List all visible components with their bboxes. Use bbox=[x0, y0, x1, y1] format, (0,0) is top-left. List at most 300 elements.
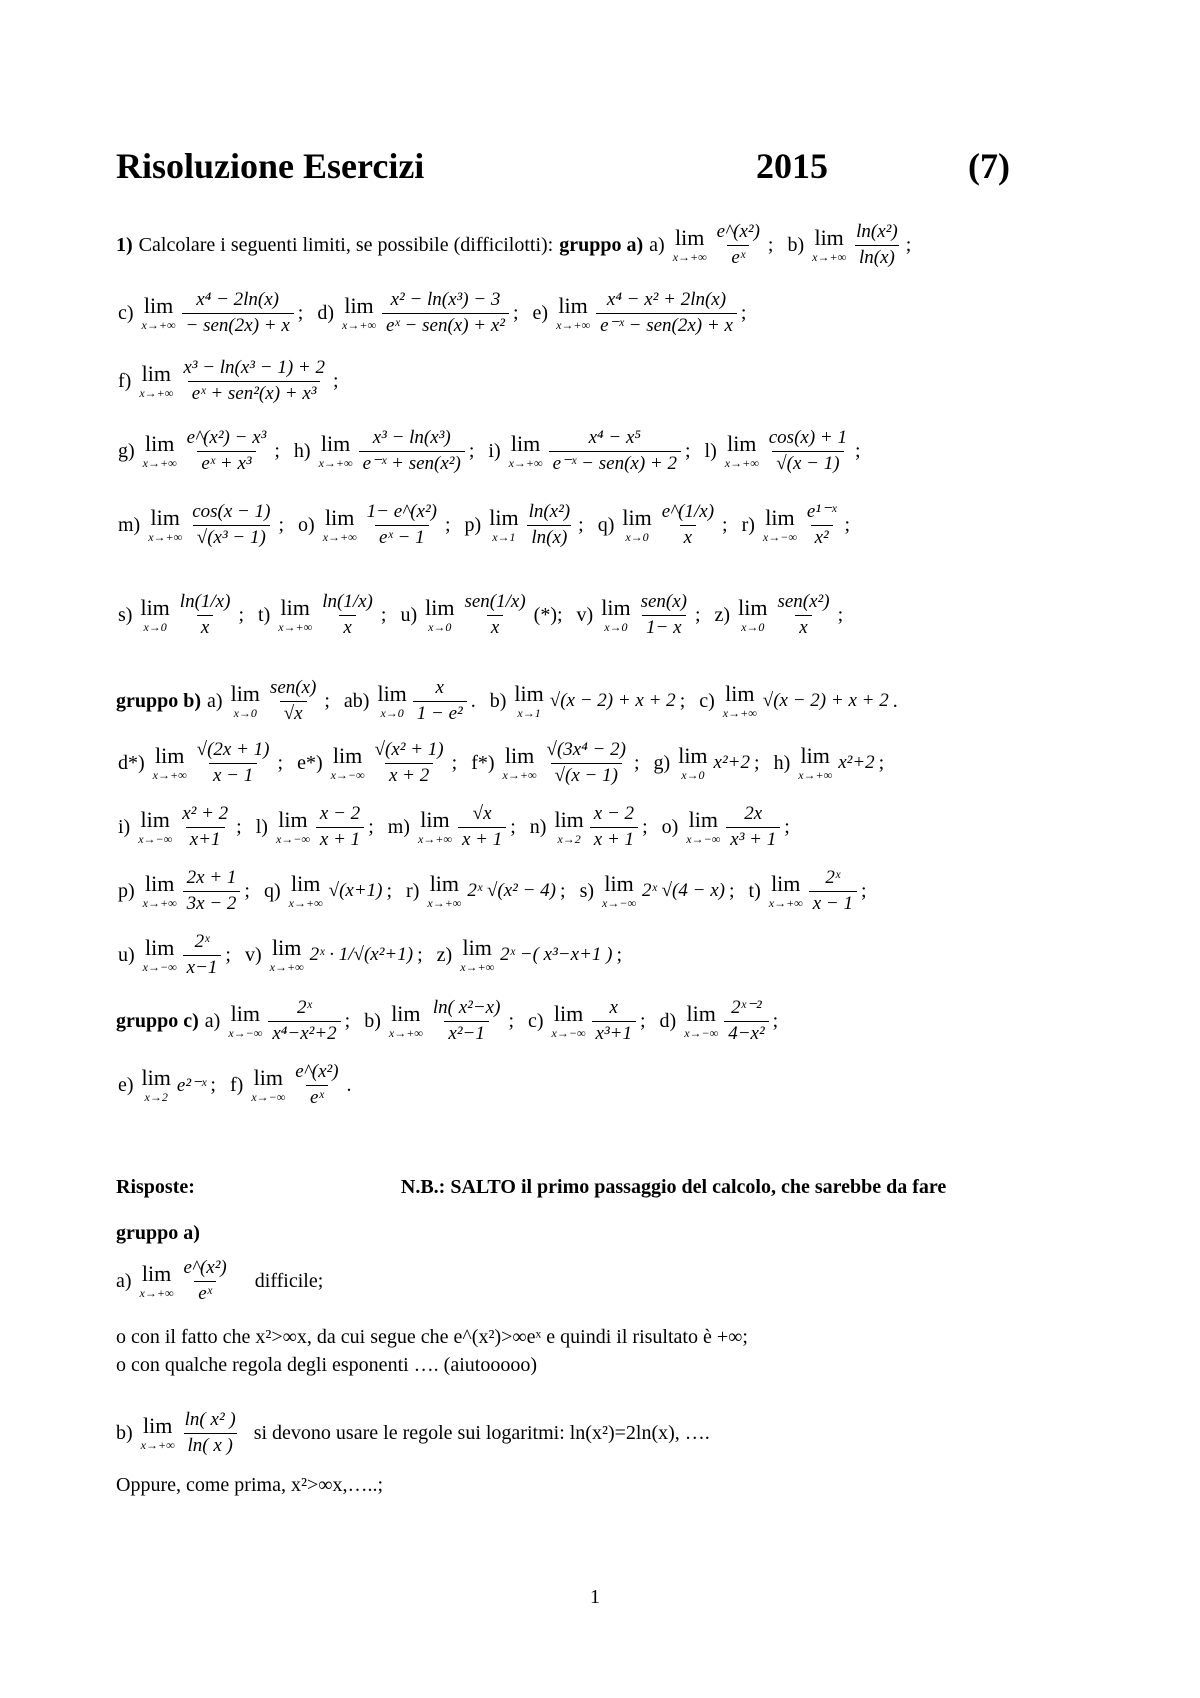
denominator: x + 1 bbox=[458, 827, 506, 851]
separator: ; bbox=[844, 513, 850, 536]
limit-subscript: x→−∞ bbox=[602, 896, 637, 911]
exercise-row bbox=[116, 998, 786, 1045]
limit-operator bbox=[377, 683, 406, 719]
denominator: x bbox=[680, 525, 696, 549]
limit-subscript: x→+∞ bbox=[812, 250, 847, 265]
separator: (*); bbox=[533, 603, 563, 626]
limit-subscript: x→0 bbox=[233, 706, 257, 721]
separator: ; bbox=[767, 233, 774, 256]
exercise-label: f*) bbox=[471, 751, 495, 774]
exercise-label: d) bbox=[659, 1009, 677, 1032]
limit-operator bbox=[812, 227, 846, 263]
header-year: 2015 bbox=[756, 146, 828, 186]
expression: √(x+1) bbox=[328, 880, 383, 902]
limit-subscript: x→+∞ bbox=[141, 318, 176, 333]
limit-subscript: x→+∞ bbox=[417, 832, 452, 847]
expression: x²+2 bbox=[838, 752, 875, 774]
denominator: 1− x bbox=[642, 615, 686, 639]
limit-subscript: x→0 bbox=[380, 706, 404, 721]
limit-word: lim bbox=[800, 743, 830, 769]
limit-subscript: x→+∞ bbox=[724, 456, 759, 471]
exercise-item bbox=[526, 804, 654, 851]
exercise-item bbox=[260, 873, 398, 909]
denominator: √(x − 1) bbox=[772, 451, 843, 475]
denominator: x bbox=[339, 615, 355, 639]
limit-word: lim bbox=[558, 293, 588, 319]
limit-operator bbox=[602, 873, 636, 909]
limit-subscript: x→+∞ bbox=[148, 530, 183, 545]
fraction bbox=[458, 804, 506, 851]
limit-word: lim bbox=[462, 935, 492, 961]
numerator: sen(x) bbox=[640, 591, 687, 612]
answer-b-text: si devono usare le regole sui logaritmi: ln(x²)=2ln(x), …. bbox=[253, 1421, 710, 1444]
limit-subscript: x→−∞ bbox=[686, 832, 721, 847]
limit-subscript: x→0 bbox=[143, 620, 167, 635]
exercise-item bbox=[433, 937, 628, 973]
limit-subscript: x→1 bbox=[517, 706, 541, 721]
exercise-label: u) bbox=[118, 943, 135, 966]
separator: ; bbox=[297, 301, 304, 324]
exercise-label: q) bbox=[263, 879, 281, 902]
answers-heading-row bbox=[116, 1176, 946, 1199]
limit-operator bbox=[331, 745, 365, 781]
exercise-label: r) bbox=[741, 513, 755, 536]
exercise-label: c) bbox=[528, 1009, 544, 1032]
exercise-label: m) bbox=[118, 513, 141, 536]
limit-subscript: x→+∞ bbox=[288, 896, 323, 911]
fraction bbox=[809, 868, 857, 915]
fraction bbox=[318, 592, 377, 639]
limit-operator bbox=[601, 597, 630, 633]
group-a-label: gruppo a) bbox=[559, 233, 644, 256]
limit-operator bbox=[389, 1003, 423, 1039]
exercise-label: c) bbox=[699, 689, 715, 712]
numerator: √(x² + 1) bbox=[374, 739, 444, 760]
exercise-item bbox=[484, 428, 696, 475]
separator: ; bbox=[508, 1009, 514, 1032]
exercise-item bbox=[467, 740, 645, 787]
exercise-item bbox=[118, 868, 256, 915]
exercise-item bbox=[118, 1067, 222, 1103]
exercise-item bbox=[573, 592, 707, 639]
denominator: √(x³ − 1) bbox=[193, 525, 270, 549]
fraction bbox=[193, 740, 274, 787]
denominator: 4−x² bbox=[724, 1021, 768, 1045]
limit-subscript: x→+∞ bbox=[342, 318, 376, 333]
answer-line-3: Oppure, come prima, x²>∞x,…..; bbox=[116, 1474, 384, 1496]
limit-word: lim bbox=[332, 743, 363, 769]
exercise-label: o) bbox=[661, 815, 679, 838]
separator: ; bbox=[368, 815, 374, 838]
separator: ; bbox=[380, 603, 387, 626]
exercise-row bbox=[116, 592, 851, 639]
numerator: x⁴ − 2ln(x) bbox=[196, 289, 280, 310]
limit-subscript: x→2 bbox=[557, 832, 581, 847]
fraction bbox=[268, 998, 340, 1045]
exercise-item bbox=[294, 502, 457, 549]
numerator: √(3x⁴ − 2) bbox=[546, 739, 626, 760]
separator: ; bbox=[274, 439, 280, 462]
fraction bbox=[658, 502, 718, 549]
limit-subscript: x→0 bbox=[625, 530, 649, 545]
limit-word: lim bbox=[230, 1001, 260, 1027]
separator: ; bbox=[784, 815, 790, 838]
exercise-row bbox=[116, 290, 754, 337]
numerator: ln(x²) bbox=[528, 501, 571, 522]
limit-subscript: x→−∞ bbox=[684, 1026, 719, 1041]
separator: ; bbox=[277, 751, 284, 774]
limit-subscript: x→+∞ bbox=[152, 768, 187, 783]
limit-operator bbox=[556, 295, 590, 331]
numerator: e^(1/x) bbox=[661, 501, 715, 522]
separator: ; bbox=[417, 943, 423, 966]
limit-operator bbox=[143, 873, 177, 909]
numerator: x³ − ln(x³) bbox=[372, 427, 451, 448]
exercise-row bbox=[116, 428, 869, 475]
separator: ; bbox=[236, 815, 242, 838]
limit-word: lim bbox=[489, 505, 519, 531]
exercise-item bbox=[118, 740, 289, 787]
numerator: ln(1/x) bbox=[322, 591, 373, 612]
limit-word: lim bbox=[144, 871, 175, 897]
exercise-label: a) bbox=[649, 233, 665, 256]
separator: ; bbox=[694, 603, 701, 626]
denominator: x² bbox=[811, 525, 833, 549]
exercise-item bbox=[695, 683, 903, 719]
exercise-item bbox=[770, 745, 891, 781]
fraction bbox=[316, 804, 364, 851]
separator: ; bbox=[510, 815, 516, 838]
exercise-row bbox=[116, 868, 875, 915]
limit-subscript: x→−∞ bbox=[228, 1026, 263, 1041]
separator: . bbox=[346, 1073, 352, 1096]
numerator: x − 2 bbox=[319, 803, 361, 824]
limit-word: lim bbox=[144, 431, 175, 457]
denominator: x + 1 bbox=[590, 827, 638, 851]
limit-word: lim bbox=[320, 431, 351, 457]
exercise-item bbox=[656, 998, 785, 1045]
denominator: e⁻ˣ + sen(x²) bbox=[359, 451, 465, 475]
exercise-row bbox=[116, 740, 892, 787]
limit-subscript: x→+∞ bbox=[508, 456, 543, 471]
limit-word: lim bbox=[554, 807, 584, 833]
limit-operator bbox=[143, 937, 177, 973]
exercise-item bbox=[313, 290, 524, 337]
fraction bbox=[773, 592, 833, 639]
limit-word: lim bbox=[738, 595, 768, 621]
denominator: √x bbox=[280, 701, 307, 725]
limit-word: lim bbox=[765, 505, 795, 531]
limit-subscript: x→0 bbox=[741, 620, 765, 635]
limit-operator bbox=[738, 597, 767, 633]
numerator: x − 2 bbox=[593, 803, 635, 824]
exercise-item bbox=[290, 428, 480, 475]
exercise-label: b) bbox=[364, 1009, 381, 1032]
numerator: cos(x − 1) bbox=[192, 501, 271, 522]
exercise-item bbox=[461, 502, 590, 549]
fraction bbox=[382, 290, 509, 337]
numerator: sen(x²) bbox=[777, 591, 830, 612]
fraction bbox=[852, 222, 902, 269]
numerator: x² − ln(x³) − 3 bbox=[390, 289, 501, 310]
exercise-label: p) bbox=[118, 879, 135, 902]
limit-operator bbox=[686, 809, 720, 845]
limit-subscript: x→−∞ bbox=[762, 530, 797, 545]
denominator: e⁻ˣ − sen(x) + 2 bbox=[549, 451, 681, 475]
separator: ; bbox=[210, 1073, 216, 1096]
exercise-label: v) bbox=[576, 603, 594, 626]
exercise-label: l) bbox=[255, 815, 268, 838]
exercise-item bbox=[293, 740, 463, 787]
numerator: 2ˣ⁻² bbox=[731, 997, 762, 1018]
exercise-label: b) bbox=[489, 689, 507, 712]
denominator: eˣ bbox=[727, 245, 749, 269]
denominator: x²−1 bbox=[444, 1021, 488, 1045]
exercise-item bbox=[396, 592, 568, 639]
limit-subscript: x→−∞ bbox=[551, 1026, 586, 1041]
exercise-item bbox=[340, 678, 482, 725]
limit-word: lim bbox=[290, 871, 321, 897]
limit-word: lim bbox=[230, 681, 260, 707]
numerator: x² + 2 bbox=[182, 803, 229, 824]
denominator: ln(x) bbox=[855, 245, 899, 269]
limit-operator bbox=[276, 809, 310, 845]
limit-operator bbox=[251, 1067, 285, 1103]
limit-operator bbox=[140, 597, 169, 633]
fraction bbox=[549, 428, 681, 475]
separator: ; bbox=[344, 1009, 351, 1032]
fraction bbox=[765, 428, 851, 475]
denominator: eˣ + sen²(x) + x³ bbox=[188, 381, 321, 405]
exercise-label: a) bbox=[204, 1009, 221, 1032]
separator: ; bbox=[855, 439, 861, 462]
numerator: 2ˣ bbox=[297, 997, 312, 1018]
limit-word: lim bbox=[141, 1065, 171, 1091]
separator: ; bbox=[878, 751, 885, 774]
limit-operator bbox=[228, 1003, 262, 1039]
denominator: 3x − 2 bbox=[183, 891, 241, 915]
exercise-label: r) bbox=[406, 879, 420, 902]
header-number: (7) bbox=[968, 146, 1010, 186]
denominator: x+1 bbox=[186, 827, 225, 851]
page-number: 1 bbox=[590, 1586, 600, 1608]
limit-operator bbox=[278, 597, 312, 633]
limit-word: lim bbox=[771, 871, 801, 897]
limit-subscript: x→−∞ bbox=[142, 960, 177, 975]
fraction bbox=[592, 998, 636, 1045]
limit-operator bbox=[509, 433, 543, 469]
answer-b-fraction: $\frac{\text{ln( x² )}}{\ln( x )}$ bbox=[184, 1409, 236, 1456]
separator: ; bbox=[722, 513, 728, 536]
separator: ; bbox=[578, 513, 584, 536]
exercise-row bbox=[116, 358, 347, 405]
limit-word: lim bbox=[140, 807, 170, 833]
exercise-item bbox=[384, 804, 522, 851]
exercise-row bbox=[116, 502, 858, 549]
fraction bbox=[363, 502, 441, 549]
numerator: e^(x²) bbox=[716, 221, 760, 242]
fraction bbox=[637, 592, 691, 639]
answer-line-1: o con il fatto che x²>∞x, da cui segue che e^(x²)>∞eˣ e quindi il risultato è +∞; bbox=[116, 1326, 748, 1348]
fraction bbox=[178, 804, 232, 851]
fraction bbox=[460, 592, 529, 639]
limit-operator bbox=[489, 507, 518, 543]
fraction bbox=[429, 998, 505, 1045]
limit-operator bbox=[798, 745, 832, 781]
exercise-label: t) bbox=[748, 879, 761, 902]
limit-subscript: x→1 bbox=[492, 530, 516, 545]
separator: ; bbox=[238, 603, 245, 626]
denominator: eˣ − sen(x) + x² bbox=[382, 313, 509, 337]
limit-word: lim bbox=[143, 293, 174, 319]
limit-operator bbox=[723, 683, 757, 719]
numerator: ln(1/x) bbox=[179, 591, 231, 612]
limit-subscript: x→+∞ bbox=[388, 1026, 423, 1041]
exercise-item bbox=[529, 290, 753, 337]
denominator: x³+1 bbox=[592, 1021, 636, 1045]
numerator: e^(x²) bbox=[295, 1061, 339, 1082]
limit-word: lim bbox=[604, 871, 634, 897]
exercise-label: e*) bbox=[297, 751, 323, 774]
page-title: Risoluzione Esercizi bbox=[116, 146, 425, 186]
fraction bbox=[726, 804, 780, 851]
separator: ; bbox=[837, 603, 844, 626]
fraction bbox=[371, 740, 448, 787]
limit-operator bbox=[503, 745, 537, 781]
fraction bbox=[724, 998, 768, 1045]
exercise-label: p) bbox=[464, 513, 482, 536]
exercise-label: z) bbox=[714, 603, 731, 626]
exercise-label: m) bbox=[387, 815, 410, 838]
fraction bbox=[525, 502, 575, 549]
exercise-label: b) bbox=[787, 233, 805, 256]
answer-a-label: a) bbox=[116, 1269, 132, 1292]
limit-subscript: x→+∞ bbox=[502, 768, 537, 783]
limit-subscript: x→0 bbox=[681, 768, 705, 783]
limit-subscript: x→+∞ bbox=[798, 768, 833, 783]
limit-word: lim bbox=[278, 807, 308, 833]
group-b-label: gruppo b) bbox=[116, 689, 202, 712]
exercise-label: u) bbox=[400, 603, 418, 626]
denominator: eˣ − 1 bbox=[375, 525, 429, 549]
exercise-row bbox=[116, 1062, 360, 1109]
separator: ; bbox=[560, 879, 566, 902]
separator: ; bbox=[642, 815, 648, 838]
answer-line-2: o con qualche regola degli esponenti …. (aiutooooo) bbox=[116, 1354, 537, 1376]
exercise-item bbox=[201, 998, 356, 1045]
exercise-label: n) bbox=[529, 815, 547, 838]
limit-subscript: x→+∞ bbox=[142, 456, 177, 471]
separator: ; bbox=[616, 943, 623, 966]
limit-subscript: x→+∞ bbox=[427, 896, 462, 911]
exercise-label: f) bbox=[229, 1073, 244, 1096]
denominator: √(x − 1) bbox=[551, 763, 622, 787]
denominator: x³ + 1 bbox=[726, 827, 780, 851]
exercise-item bbox=[783, 222, 917, 269]
numerator: 2ˣ bbox=[825, 867, 841, 888]
limit-subscript: x→−∞ bbox=[251, 1090, 286, 1105]
exercise-label: o) bbox=[298, 513, 315, 536]
exercise-item bbox=[118, 592, 250, 639]
limit-operator: lim x→+∞ bbox=[139, 1261, 174, 1301]
limit-operator bbox=[427, 873, 461, 909]
limit-operator bbox=[418, 809, 452, 845]
fraction bbox=[176, 592, 235, 639]
group-c-label: gruppo c) bbox=[116, 1009, 199, 1032]
limit-word: lim bbox=[344, 293, 374, 319]
fraction bbox=[359, 428, 465, 475]
numerator: x⁴ − x⁵ bbox=[588, 427, 641, 448]
numerator: e¹⁻ˣ bbox=[806, 501, 837, 522]
numerator: ln(x²) bbox=[856, 221, 898, 242]
answer-b-label: b) bbox=[116, 1421, 133, 1444]
denominator: x bbox=[197, 615, 213, 639]
separator: ; bbox=[512, 301, 519, 324]
exercise-item bbox=[711, 592, 850, 639]
limit-word: lim bbox=[814, 225, 844, 251]
denominator: x⁴−x²+2 bbox=[268, 1021, 340, 1045]
separator: ; bbox=[332, 369, 339, 392]
limit-operator bbox=[769, 873, 803, 909]
denominator: x + 1 bbox=[316, 827, 364, 851]
limit-word: lim bbox=[377, 681, 407, 707]
numerator: cos(x) + 1 bbox=[768, 427, 847, 448]
limit-operator bbox=[725, 433, 759, 469]
denominator: x bbox=[487, 615, 503, 639]
separator: ; bbox=[679, 689, 686, 712]
limit-subscript: x→−∞ bbox=[275, 832, 310, 847]
exercise-item bbox=[118, 932, 237, 979]
answer-a-row bbox=[116, 1258, 323, 1305]
limit-word: lim bbox=[425, 595, 455, 621]
limit-word: lim bbox=[271, 935, 302, 961]
separator: ; bbox=[905, 233, 912, 256]
separator: ; bbox=[324, 689, 330, 712]
limit-word: lim bbox=[429, 871, 460, 897]
limit-word: lim bbox=[391, 1001, 421, 1027]
separator: ; bbox=[740, 301, 747, 324]
answers-label: Risposte: bbox=[116, 1176, 195, 1198]
expression: x²+2 bbox=[713, 752, 750, 774]
limit-word: lim bbox=[675, 225, 705, 251]
limit-operator bbox=[142, 295, 176, 331]
exercise-item bbox=[118, 502, 290, 549]
separator: ; bbox=[386, 879, 393, 902]
fraction bbox=[179, 358, 329, 405]
numerator: x³ − ln(x³ − 1) + 2 bbox=[183, 357, 325, 378]
separator: ; bbox=[772, 1009, 779, 1032]
fraction bbox=[291, 1062, 342, 1109]
exercise-row bbox=[116, 804, 798, 851]
limit-operator bbox=[289, 873, 323, 909]
fraction bbox=[413, 678, 467, 725]
limit-subscript: x→+∞ bbox=[269, 960, 304, 975]
limit-subscript: x→2 bbox=[144, 1090, 168, 1105]
limit-operator bbox=[143, 433, 177, 469]
separator: ; bbox=[728, 879, 735, 902]
limit-subscript: x→0 bbox=[428, 620, 452, 635]
limit-subscript: x→+∞ bbox=[142, 896, 177, 911]
numerator: sen(x) bbox=[269, 677, 317, 698]
limit-operator bbox=[425, 597, 454, 633]
answers-group-a: gruppo a) bbox=[116, 1222, 200, 1244]
limit-subscript: x→0 bbox=[604, 620, 628, 635]
exercise-label: a) bbox=[207, 689, 223, 712]
answer-a-text: difficile; bbox=[254, 1269, 324, 1292]
limit-operator bbox=[319, 433, 353, 469]
exercise-label: e) bbox=[532, 301, 549, 324]
limit-operator bbox=[552, 1003, 586, 1039]
